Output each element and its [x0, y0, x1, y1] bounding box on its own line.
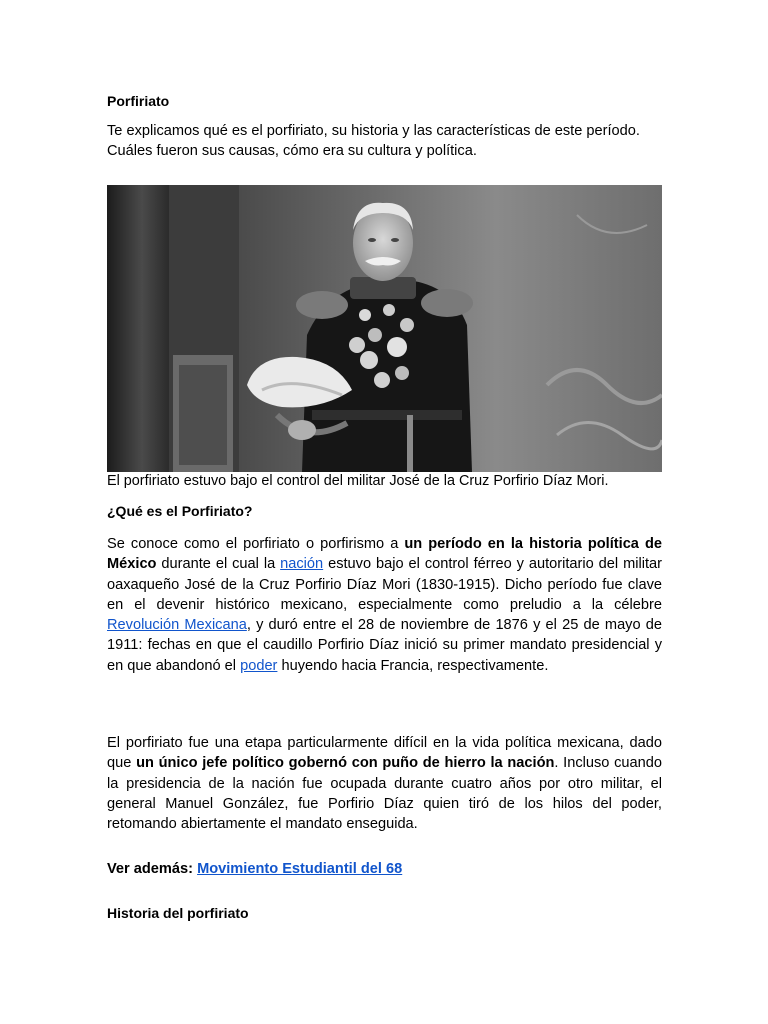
portrait-illustration [107, 185, 662, 472]
text-run: durante el cual la [156, 556, 281, 573]
portrait-photo [107, 185, 662, 472]
text-run: . Incluso cuando la presidencia de la nación fue ocupada durante cuatro años por otro militar, el general Manuel González, fue Porfirio Díaz quien tiró de los hilos del poder, retomando abiertamente el mandato enseguida. [107, 755, 662, 833]
page-title: Porfiriato [107, 93, 170, 109]
text-run: El porfiriato fue una etapa particularmente difícil en la vida política mexicana, dado que [107, 735, 662, 772]
section-heading-que-es: ¿Qué es el Porfiriato? [107, 503, 253, 519]
text-run: Se conoce como el porfiriato o porfirismo a [107, 536, 405, 552]
intro-paragraph: Te explicamos qué es el porfiriato, su historia y las características de este período. Cuáles fueron sus causas, cómo era su cultura y política. [107, 123, 640, 160]
bold-text: un período en la historia política de México [107, 536, 662, 573]
section-paragraph-2 [107, 733, 662, 834]
section-paragraph-1 [107, 534, 662, 676]
photo-caption: El porfiriato estuvo bajo el control del militar José de la Cruz Porfirio Díaz Mori. [107, 473, 609, 489]
link-movimiento-estudiantil[interactable]: Movimiento Estudiantil del 68 [197, 861, 403, 877]
see-also [107, 859, 662, 879]
text-run: huyendo hacia Francia, respectivamente. [277, 657, 549, 674]
see-also-label: Ver además: [107, 861, 198, 877]
link-poder[interactable]: poder [240, 657, 278, 674]
text-run: , y duró entre el 28 de noviembre de 1876 y el 25 de mayo de 1911: fechas en que el caudillo Porfirio Díaz inició su primer mandato presidencial y en que abandonó el [107, 617, 663, 674]
link-revolucion-mexicana[interactable]: Revolución Mexicana [107, 617, 247, 634]
text-run: estuvo bajo el control férreo y autoritario del militar oaxaqueño José de la Cruz Porfirio Díaz Mori (1830-1915). Dicho período fue clave en el devenir histórico mexicano, especialmente como preludio a la célebre [107, 556, 662, 613]
link-nacion[interactable]: nación [280, 556, 324, 573]
bold-text: un único jefe político gobernó con puño de hierro la nación [136, 755, 555, 772]
section-heading-historia: Historia del porfiriato [107, 905, 249, 921]
